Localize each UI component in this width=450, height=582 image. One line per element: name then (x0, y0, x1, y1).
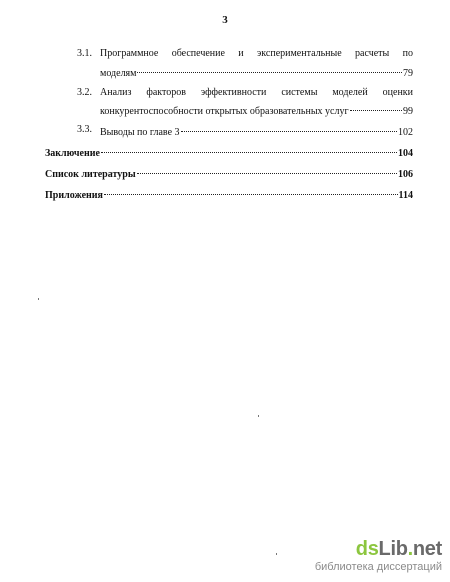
toc-entry-title: Выводы по главе 3 (100, 127, 180, 138)
scan-speck (276, 553, 277, 555)
dot-leader (350, 98, 402, 111)
toc-entry-title: Список литературы (45, 169, 136, 180)
toc-entry-number: 3.2. (77, 87, 92, 98)
logo-dot: . (407, 538, 413, 560)
dslib-watermark[interactable] (315, 538, 442, 574)
toc-entry-title-line1: Программное обеспечение и экспериментальные расчеты по (100, 48, 413, 59)
dslib-logo (315, 538, 442, 560)
dot-leader (181, 119, 397, 132)
toc-entry-number: 3.3. (77, 124, 92, 135)
toc-entry-appendices[interactable] (0, 185, 450, 203)
toc-entry-leader (100, 101, 413, 120)
toc-page-number: 99 (403, 106, 413, 117)
dot-leader (137, 60, 402, 73)
scan-speck (258, 415, 259, 417)
toc-page-number: 102 (398, 127, 413, 138)
toc-entry-number: 3.1. (77, 48, 92, 59)
logo-net: net (412, 538, 442, 560)
toc-entry-conclusion[interactable] (0, 143, 450, 161)
toc-entry-leader (100, 122, 413, 141)
toc-entry-leader (45, 185, 413, 204)
page-number: 3 (222, 14, 228, 26)
watermark-subtitle: библиотека диссертаций (314, 561, 442, 573)
toc-entry-3-1[interactable] (0, 46, 450, 82)
toc-entry-title: Заключение (45, 148, 100, 159)
dot-leader (101, 140, 397, 153)
toc-page-number: 79 (403, 68, 413, 79)
dot-leader (137, 161, 397, 174)
toc-entry-leader (45, 164, 413, 183)
toc-page-number: 106 (398, 169, 413, 180)
toc-page-number: 104 (398, 148, 413, 159)
toc-entry-references[interactable] (0, 164, 450, 182)
toc-entry-title: Приложения (45, 190, 103, 201)
toc-entry-3-3[interactable] (0, 122, 450, 140)
logo-ds: ds (355, 538, 379, 560)
scan-speck (38, 298, 39, 300)
toc-page-number: 114 (398, 190, 413, 201)
toc-entry-leader (100, 63, 413, 82)
toc-entry-3-2[interactable] (0, 85, 450, 121)
toc-entry-title-line2: моделям (100, 68, 137, 79)
logo-lib: Lib (378, 538, 408, 560)
toc-entry-title-line1: Анализ факторов эффективности системы моделей оценки (100, 87, 413, 98)
toc-entry-title-line2: конкурентоспособности открытых образовательных услуг (100, 106, 349, 117)
dot-leader (104, 182, 398, 195)
toc-entry-leader (45, 143, 413, 162)
